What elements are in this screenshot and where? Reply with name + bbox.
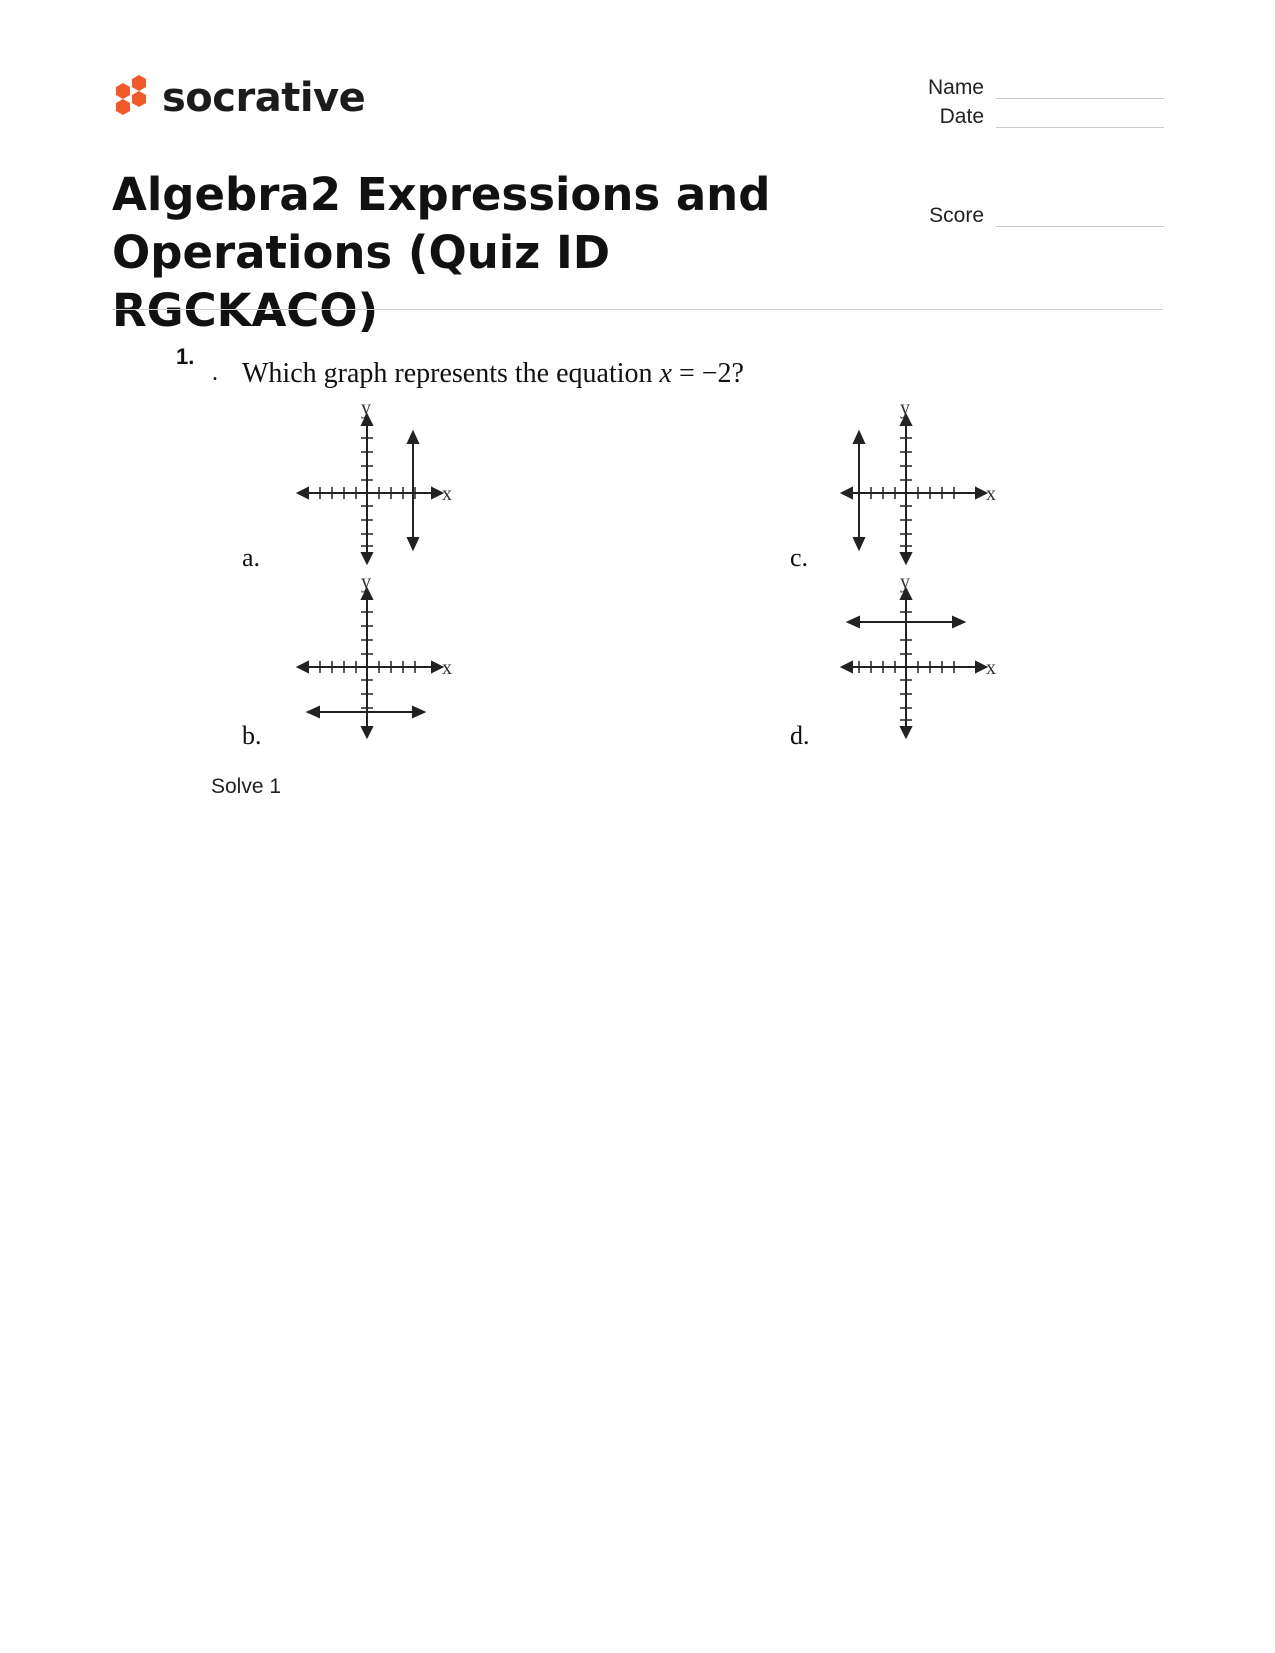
x-axis-label: x xyxy=(442,483,452,505)
y-axis-label: y xyxy=(900,397,910,419)
response-label[interactable]: Solve 1 xyxy=(211,775,282,798)
prompt-variable: x xyxy=(659,358,672,389)
date-field[interactable] xyxy=(900,105,1164,135)
y-axis-label: y xyxy=(361,571,371,593)
option-a-label[interactable]: a. xyxy=(242,543,261,572)
socrative-hexagons-icon xyxy=(112,73,150,123)
graph-line xyxy=(408,432,418,549)
score-field[interactable] xyxy=(900,204,1164,234)
question-prompt xyxy=(242,358,744,390)
quiz-title-line2: Operations (Quiz ID RGCKACO) xyxy=(112,226,611,337)
prompt-prefix: Which graph represents the equation xyxy=(242,358,660,389)
x-axis-label: x xyxy=(442,657,452,679)
graph-line xyxy=(854,432,864,549)
brand-name: socrative xyxy=(162,75,366,121)
x-axis-label: x xyxy=(986,657,996,679)
option-c-label[interactable]: c. xyxy=(790,543,809,572)
name-line xyxy=(996,98,1164,99)
option-b-label[interactable]: b. xyxy=(242,721,262,750)
option-b-graph[interactable] xyxy=(290,564,460,739)
option-c-graph[interactable] xyxy=(834,390,1004,565)
question-number: 1. xyxy=(176,344,195,369)
score-label: Score xyxy=(929,204,984,227)
name-field[interactable] xyxy=(900,76,1164,106)
quiz-title xyxy=(112,166,872,340)
socrative-logo xyxy=(112,72,365,124)
date-line xyxy=(996,127,1164,128)
axes xyxy=(842,589,986,737)
y-axis-label: y xyxy=(900,571,910,593)
header-divider xyxy=(112,309,1163,310)
option-d-label[interactable]: d. xyxy=(790,721,810,750)
question-bullet: . xyxy=(212,360,218,386)
option-a-graph[interactable] xyxy=(290,390,460,565)
name-label: Name xyxy=(927,76,984,99)
x-axis-label: x xyxy=(986,483,996,505)
option-d-graph[interactable] xyxy=(834,564,1004,739)
score-line xyxy=(996,226,1164,227)
date-label: Date xyxy=(939,105,984,128)
quiz-title-line1: Algebra2 Expressions and xyxy=(112,168,771,221)
prompt-suffix: = −2? xyxy=(671,358,744,389)
y-axis-label: y xyxy=(361,397,371,419)
